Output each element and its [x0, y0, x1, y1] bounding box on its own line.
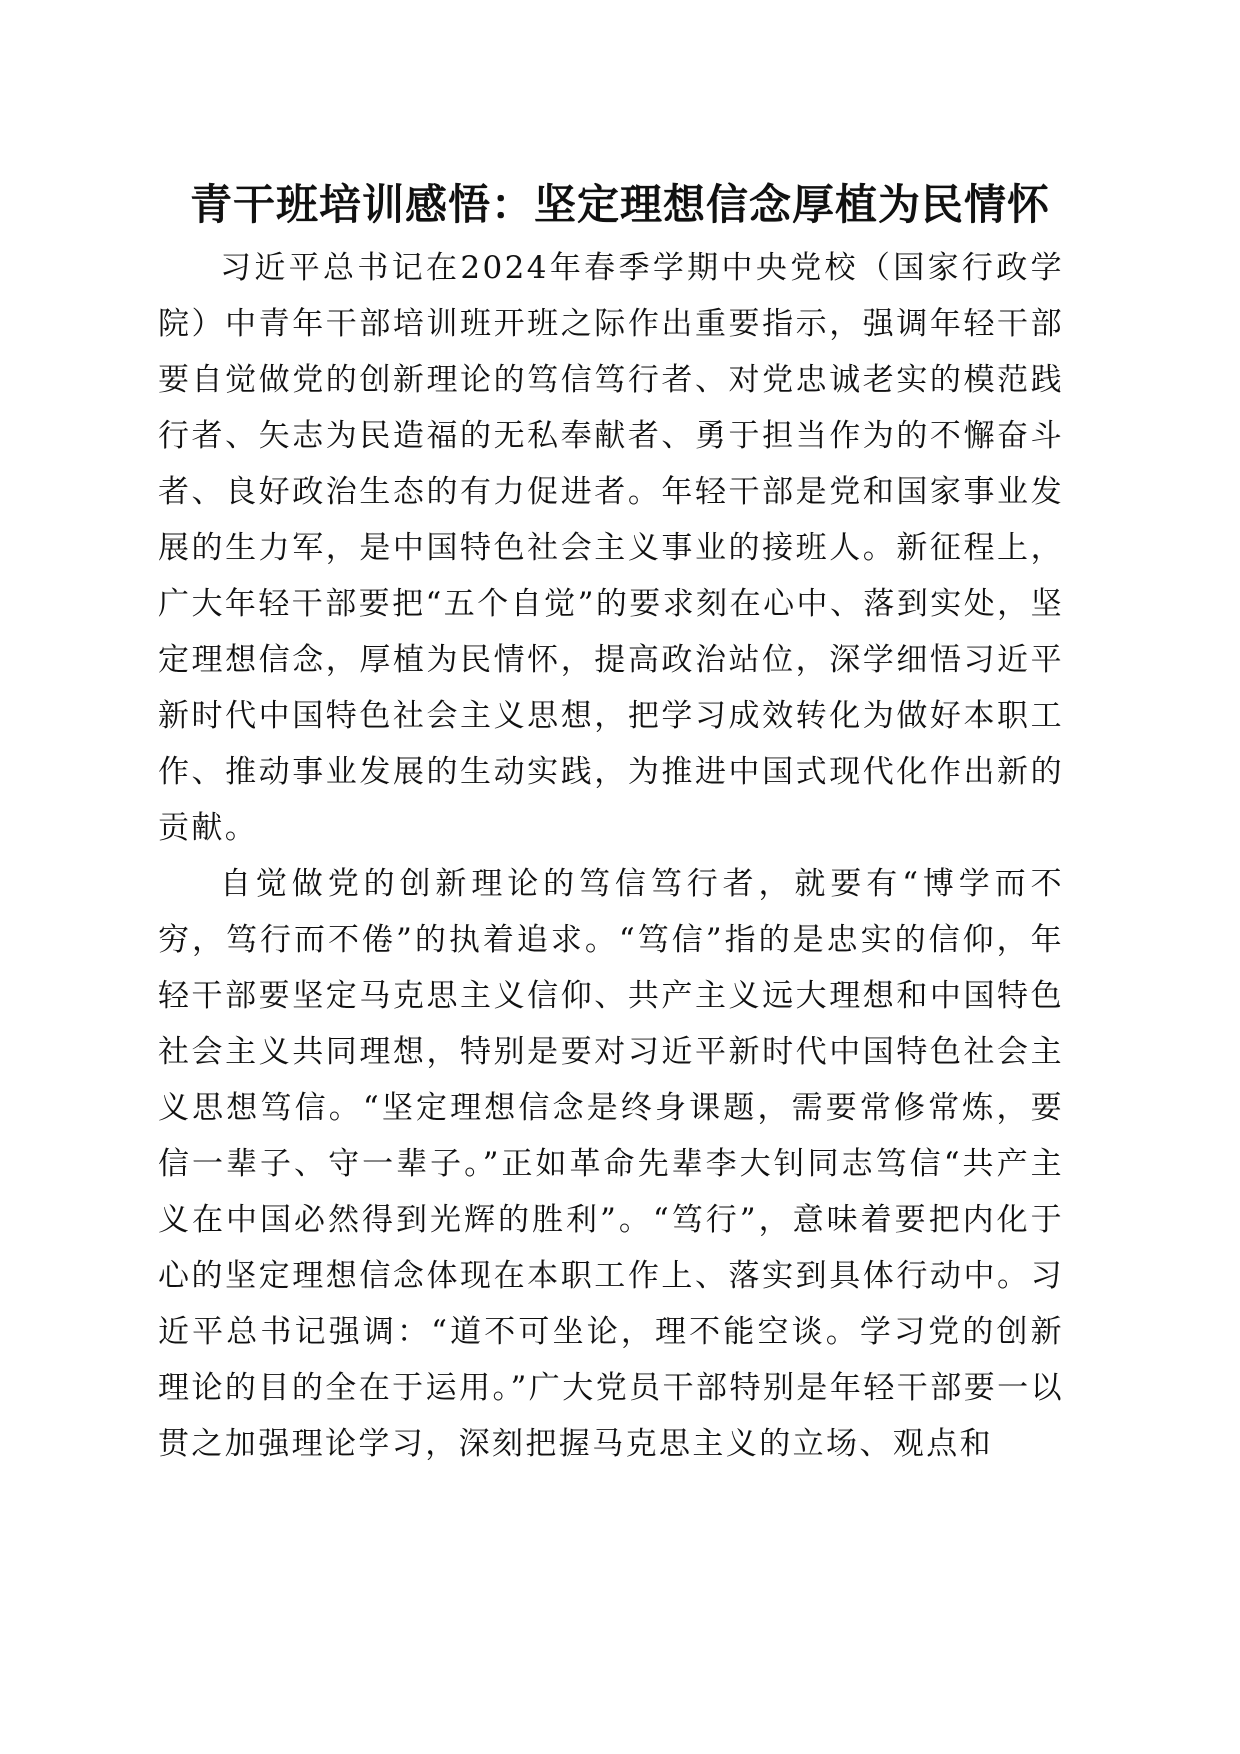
document-body — [158, 240, 1064, 1472]
document-title: 青干班培训感悟：坚定理想信念厚植为民情怀 — [189, 180, 1050, 229]
paragraph: 习近平总书记在2024年春季学期中央党校（国家行政学院）中青年干部培训班开班之际作出重要指示，强调年轻干部要自觉做党的创新理论的笃信笃行者、对党忠诚老实的模范践行者、矢志为民造福的无私奉献者、勇于担当作为的不懈奋斗者、良好政治生态的有力促进者。年轻干部是党和国家事业发展的生力军，是中国特色社会主义事业的接班人。新征程上，广大年轻干部要把“五个自觉”的要求刻在心中、落到实处，坚定理想信念，厚植为民情怀，提高政治站位，深学细悟习近平新时代中国特色社会主义思想，把学习成效转化为做好本职工作、推动事业发展的生动实践，为推进中国式现代化作出新的贡献。 — [158, 250, 1064, 846]
paragraph: 自觉做党的创新理论的笃信笃行者，就要有“博学而不穷，笃行而不倦”的执着追求。“笃信”指的是忠实的信仰，年轻干部要坚定马克思主义信仰、共产主义远大理想和中国特色社会主义共同理想，特别是要对习近平新时代中国特色社会主义思想笃信。“坚定理想信念是终身课题，需要常修常炼，要信一辈子、守一辈子。”正如革命先辈李大钊同志笃信“共产主义在中国必然得到光辉的胜利”。“笃行”，意味着要把内化于心的坚定理想信念体现在本职工作上、落实到具体行动中。习近平总书记强调：“道不可坐论，理不能空谈。学习党的创新理论的目的全在于运用。”广大党员干部特别是年轻干部要一以贯之加强理论学习，深刻把握马克思主义的立场、观点和 — [158, 866, 1064, 1462]
